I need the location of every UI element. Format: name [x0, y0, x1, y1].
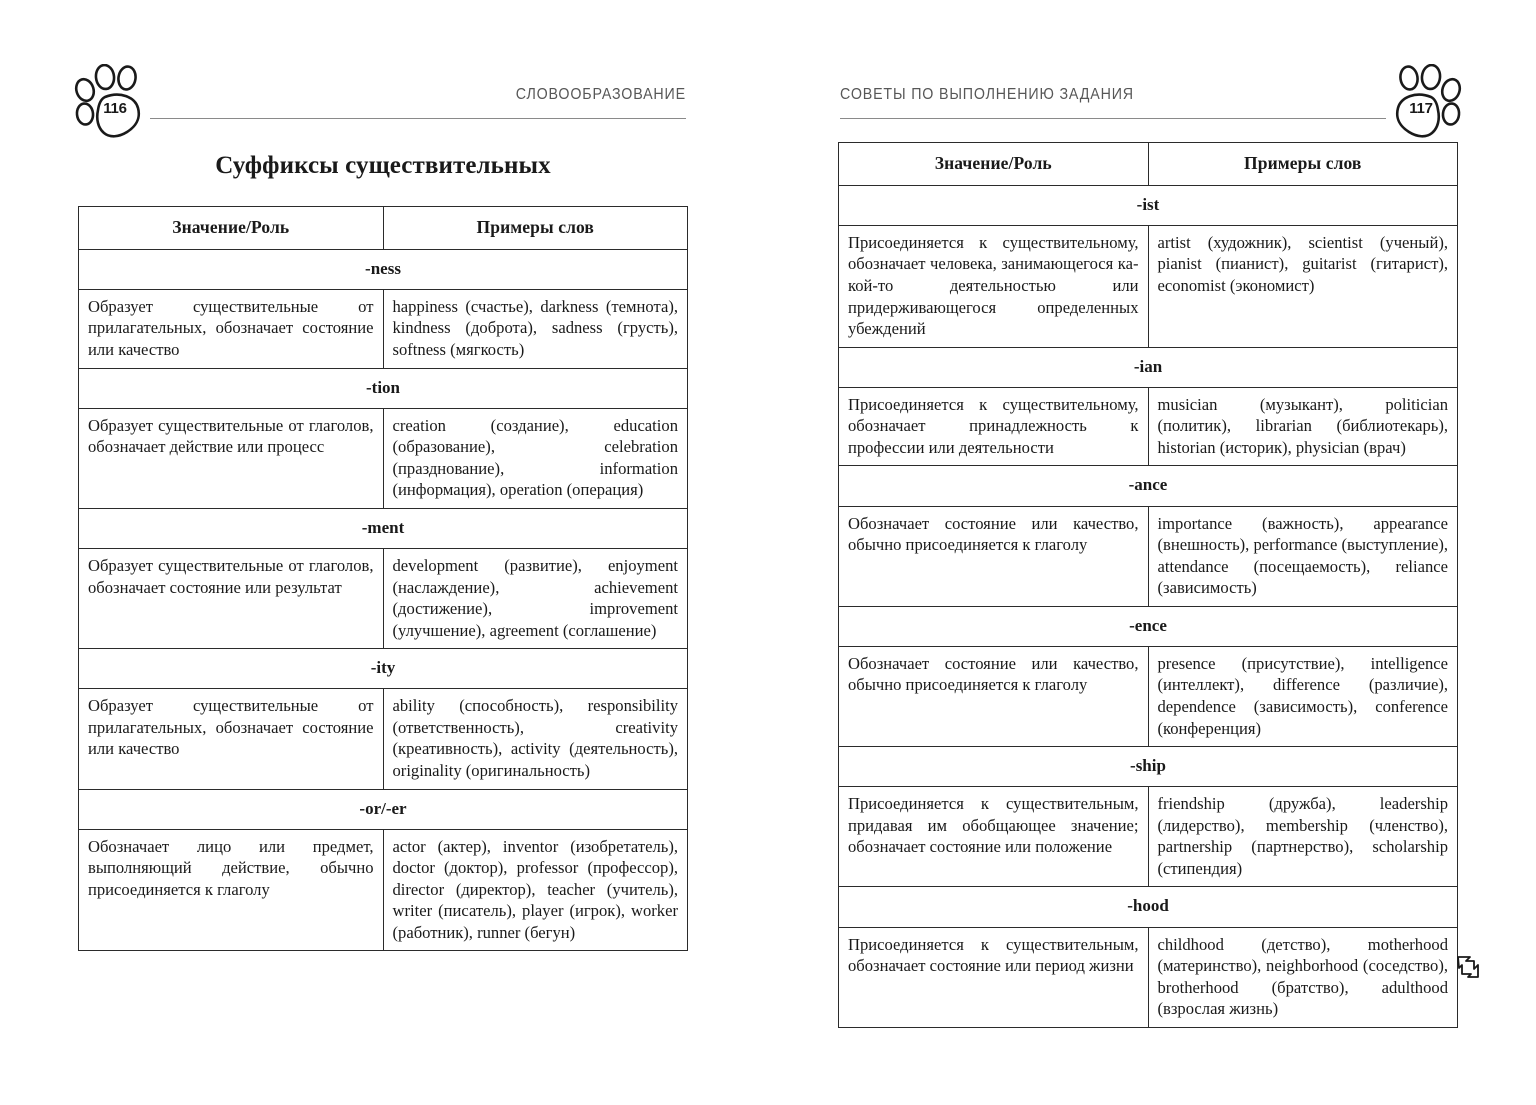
cell-examples: ability (способность), responsibility (ответственность), creativity (креативность), activity (деятельность), originality (оригинальность) — [383, 689, 688, 789]
cell-meaning: Присоединяется к существительному, обозначает принадлежность к профессии или деятельности — [839, 387, 1149, 466]
paw-print-page-marker — [1378, 64, 1464, 142]
suffix-heading-row — [839, 747, 1458, 787]
table-row — [79, 548, 688, 648]
suffix-heading-row — [79, 508, 688, 548]
column-header-examples: Примеры слов — [1148, 143, 1458, 186]
cell-examples: actor (актер), inventor (изобретатель), doctor (доктор), professor (профессор), director (директор), teacher (учитель), writer (писатель), player (игрок), worker (работник), runner (бегун) — [383, 829, 688, 951]
table-row — [839, 506, 1458, 606]
cell-examples: presence (присутствие), intelligence (интеллект), difference (различие), dependence (зависимость), conference (конференция) — [1148, 646, 1458, 746]
suffix-heading-row — [839, 185, 1458, 225]
suffix-label: -or/-er — [79, 789, 688, 829]
suffix-heading-row — [79, 368, 688, 408]
cell-examples: friendship (дружба), leadership (лидерство), membership (членство), partnership (партнерство), scholarship (стипендия) — [1148, 787, 1458, 887]
suffix-label: -ness — [79, 249, 688, 289]
cell-meaning: Обозначает состояние или качество, обычно присоединяется к глаголу — [839, 646, 1149, 746]
table-row — [79, 689, 688, 789]
section-title: Суффиксы существительных — [215, 152, 551, 179]
suffix-label: -ship — [839, 747, 1458, 787]
header-rule — [840, 118, 1386, 119]
table-header-row — [839, 143, 1458, 186]
suffix-heading-row — [839, 347, 1458, 387]
left-running-head — [78, 70, 688, 128]
column-header-meaning: Значение/Роль — [839, 143, 1149, 186]
cell-meaning: Образует существительные от глаголов, обозначает действие или процесс — [79, 408, 384, 508]
arrow-ornament-icon — [1450, 953, 1484, 987]
noun-suffixes-table-right — [838, 142, 1458, 1028]
suffix-heading-row — [839, 887, 1458, 927]
paw-print-page-marker — [72, 64, 158, 142]
cell-meaning: Присоединяется к существительным, придавая им обобщающее значение; обозначает состояние или положение — [839, 787, 1149, 887]
right-page — [768, 0, 1536, 1105]
suffix-heading-row — [79, 789, 688, 829]
table-row — [839, 225, 1458, 347]
right-running-head — [838, 70, 1458, 128]
cell-examples: artist (художник), scientist (ученый), pianist (пианист), guitarist (гитарист), economist (экономист) — [1148, 225, 1458, 347]
suffix-label: -ian — [839, 347, 1458, 387]
table-row — [839, 787, 1458, 887]
suffix-label: -tion — [79, 368, 688, 408]
table-row — [839, 646, 1458, 746]
suffix-heading-row — [839, 606, 1458, 646]
cell-examples: musician (музыкант), politician (политик), librarian (библиотекарь), historian (историк), physician (врач) — [1148, 387, 1458, 466]
cell-examples: happiness (счастье), darkness (темнота), kindness (доброта), sadness (грусть), softness (мягкость) — [383, 289, 688, 368]
column-header-meaning: Значение/Роль — [79, 207, 384, 250]
table-row — [79, 408, 688, 508]
table-header-row — [79, 207, 688, 250]
cell-meaning: Образует существительные от глаголов, обозначает состояние или результат — [79, 548, 384, 648]
suffix-heading-row — [79, 649, 688, 689]
header-rule — [150, 118, 686, 119]
cell-examples: importance (важность), appearance (внешность), performance (выступление), attendance (посещаемость), reliance (зависимость) — [1148, 506, 1458, 606]
noun-suffixes-table-left — [78, 206, 688, 951]
cell-meaning: Обозначает состояние или качество, обычно присоединяется к глаголу — [839, 506, 1149, 606]
suffix-label: -ist — [839, 185, 1458, 225]
running-head-title: СОВЕТЫ ПО ВЫПОЛНЕНИЮ ЗАДАНИЯ — [840, 86, 1134, 103]
cell-meaning: Образует существительные от прилагательных, обозначает состояние или качество — [79, 289, 384, 368]
page-number: 117 — [1409, 100, 1433, 117]
table-row — [839, 927, 1458, 1027]
cell-meaning: Образует существительные от прилагательных, обозначает состояние или качество — [79, 689, 384, 789]
cell-examples: childhood (детство), motherhood (материнство), neighborhood (соседство), brotherhood (братство), adulthood (взрослая жизнь) — [1148, 927, 1458, 1027]
cell-meaning: Присоединяется к существительному, обозначает человека, занимающегося какой-то деятельностью или придерживающегося определенных убеждений — [839, 225, 1149, 347]
cell-examples: creation (создание), education (образование), celebration (празднование), information (информация), operation (операция) — [383, 408, 688, 508]
cell-meaning: Присоединяется к существительным, обозначает состояние или период жизни — [839, 927, 1149, 1027]
cell-examples: development (развитие), enjoyment (наслаждение), achievement (достижение), improvement (улучшение), agreement (соглашение) — [383, 548, 688, 648]
column-header-examples: Примеры слов — [383, 207, 688, 250]
table-row — [839, 387, 1458, 466]
suffix-label: -hood — [839, 887, 1458, 927]
suffix-heading-row — [839, 466, 1458, 506]
suffix-label: -ence — [839, 606, 1458, 646]
suffix-label: -ity — [79, 649, 688, 689]
page-number: 116 — [103, 100, 127, 117]
table-row — [79, 829, 688, 951]
cell-meaning: Обозначает лицо или предмет, выполняющий действие, обычно присоединяется к глаголу — [79, 829, 384, 951]
suffix-label: -ment — [79, 508, 688, 548]
suffix-label: -ance — [839, 466, 1458, 506]
table-row — [79, 289, 688, 368]
running-head-title: СЛОВООБРАЗОВАНИЕ — [515, 86, 686, 103]
suffix-heading-row — [79, 249, 688, 289]
